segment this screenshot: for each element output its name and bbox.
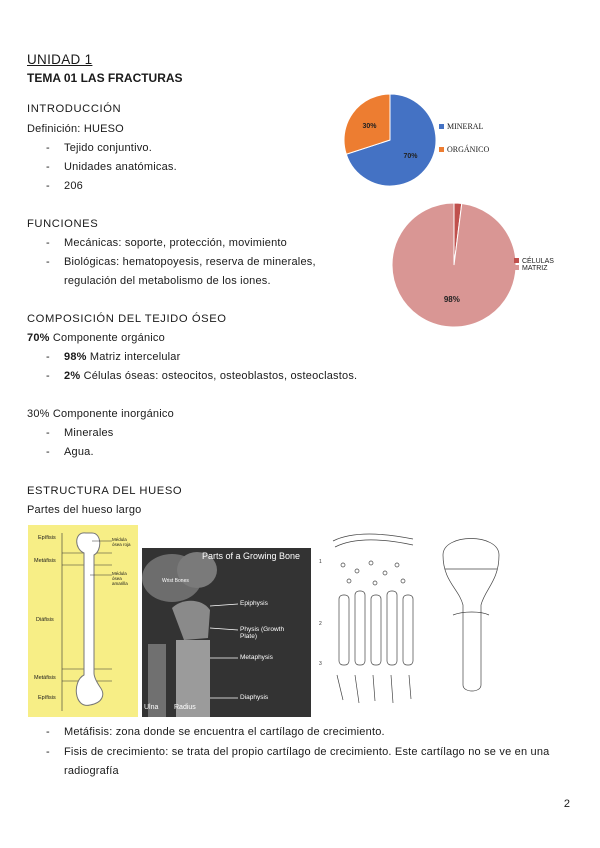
structure-heading: ESTRUCTURA DEL HUESO xyxy=(27,485,183,497)
xray-label-physis: Physis (Growth Plate) xyxy=(240,626,285,640)
pie-data-label: 98% xyxy=(443,295,460,305)
intro-heading: INTRODUCCIÓN xyxy=(27,103,122,115)
page-number: 2 xyxy=(563,798,570,810)
functions-list: - Mecánicas: soporte, protección, movimiento - Biológicas: hematopoyesis, reserva de minerales, regulación del metabolismo de los iones. xyxy=(46,237,316,287)
list-item xyxy=(64,370,357,382)
functions-heading: FUNCIONES xyxy=(27,218,99,230)
bone-diagram xyxy=(28,525,138,717)
list-item: Agua. xyxy=(64,446,94,458)
organic-label: Componente orgánico xyxy=(49,332,165,344)
legend-swatch xyxy=(514,258,519,263)
legend-label: CÉLULAS xyxy=(522,258,554,265)
inorganic-title xyxy=(27,408,174,420)
item-pct: 2% xyxy=(64,370,81,382)
list-item: Tejido conjuntivo. xyxy=(64,142,152,154)
note-red-marrow: Médula ósea roja xyxy=(112,537,131,547)
list-item: Minerales xyxy=(64,427,114,439)
legend-item xyxy=(439,122,489,131)
structure-list: - Metáfisis: zona donde se encuentra el cartílago de crecimiento. - Fisis de crecimiento: se trata del propio cartílago de crecimiento. Este cartílago no se ve en una radiografía xyxy=(46,726,550,777)
legend-swatch xyxy=(514,265,519,270)
pie-data-label: 30% xyxy=(362,123,377,131)
pie-data-label: 70% xyxy=(403,152,418,160)
legend-label: MATRIZ xyxy=(522,265,548,272)
xray-label-diaphysis: Diaphysis xyxy=(240,694,269,701)
pie1-legend xyxy=(439,122,489,154)
inorganic-label: Componente inorgánico xyxy=(49,408,174,420)
label-epiphysis-bottom: Epífisis xyxy=(38,695,56,701)
label-epiphysis-top: Epífisis xyxy=(38,535,56,541)
item-text: Matriz intercelular xyxy=(86,351,181,363)
list-item xyxy=(64,351,180,363)
structure-subtitle: Partes del hueso largo xyxy=(27,504,142,516)
label-diaphysis: Diáfisis xyxy=(36,617,54,623)
pie-chart-cells xyxy=(390,200,570,330)
unit-title: UNIDAD 1 xyxy=(27,52,93,67)
list-item: Metáfisis: zona donde se encuentra el cartílago de crecimiento. xyxy=(64,726,385,738)
growth-plate-svg xyxy=(313,525,527,720)
note-yellow-marrow: Médula ósea amarilla xyxy=(112,571,128,586)
xray-label-epiphysis: Epiphysis xyxy=(240,600,268,607)
inorganic-list: - Minerales - Agua. xyxy=(46,427,114,458)
organic-list: - 98% Matriz intercelular - 2% Células óseas: osteocitos, osteoblastos, osteoclastos. xyxy=(46,351,358,382)
pie-slice-matriz xyxy=(392,203,516,327)
legend-swatch xyxy=(439,124,444,129)
svg-text:1: 1 xyxy=(319,559,322,565)
svg-text:3: 3 xyxy=(319,661,322,667)
intro-definition: Definición: HUESO xyxy=(27,123,124,135)
intro-list: - Tejido conjuntivo. - Unidades anatómicas. - 206 xyxy=(46,142,177,192)
xray-label-metaphysis: Metaphysis xyxy=(240,654,273,661)
topic-title: TEMA 01 LAS FRACTURAS xyxy=(27,71,183,85)
legend-item xyxy=(514,258,554,265)
list-item: Mecánicas: soporte, protección, movimiento xyxy=(64,237,287,249)
legend-item xyxy=(439,145,489,154)
xray-label-ulna: Ulna xyxy=(144,704,159,711)
legend-label: ORGÁNICO xyxy=(447,145,490,154)
xray-label-wrist: Wrist Bones xyxy=(162,578,189,584)
inorganic-pct: 30% xyxy=(27,408,50,420)
xray-image xyxy=(142,548,311,717)
svg-text:2: 2 xyxy=(319,621,322,627)
item-text: Células óseas: osteocitos, osteoblastos, osteoclastos. xyxy=(80,370,358,382)
list-item: radiografía xyxy=(64,765,119,777)
list-item: regulación del metabolismo de los iones. xyxy=(64,275,271,287)
pie-chart-mineral xyxy=(333,92,533,192)
item-pct: 98% xyxy=(64,351,87,363)
organic-pct: 70% xyxy=(27,332,50,344)
organic-title xyxy=(27,332,165,344)
growth-plate-diagram xyxy=(313,525,527,720)
legend-swatch xyxy=(439,147,444,152)
label-metaphysis-bottom: Metáfisis xyxy=(34,675,56,681)
list-item: Fisis de crecimiento: se trata del propio cartílago de crecimiento. Este cartílago no se ve en una xyxy=(64,746,550,758)
legend-label: MINERAL xyxy=(447,122,484,131)
list-item: Biológicas: hematopoyesis, reserva de minerales, xyxy=(64,256,316,268)
pie-svg-mineral xyxy=(333,92,533,192)
composition-heading: COMPOSICIÓN DEL TEJIDO ÓSEO xyxy=(27,313,227,325)
xray-label-radius: Radius xyxy=(174,704,196,711)
legend-item xyxy=(514,265,554,272)
xray-title: Parts of a Growing Bone xyxy=(202,551,301,561)
pie2-legend xyxy=(514,258,554,272)
label-metaphysis-top: Metáfisis xyxy=(34,558,56,564)
list-item: Unidades anatómicas. xyxy=(64,161,177,173)
list-item: 206 xyxy=(64,180,83,192)
